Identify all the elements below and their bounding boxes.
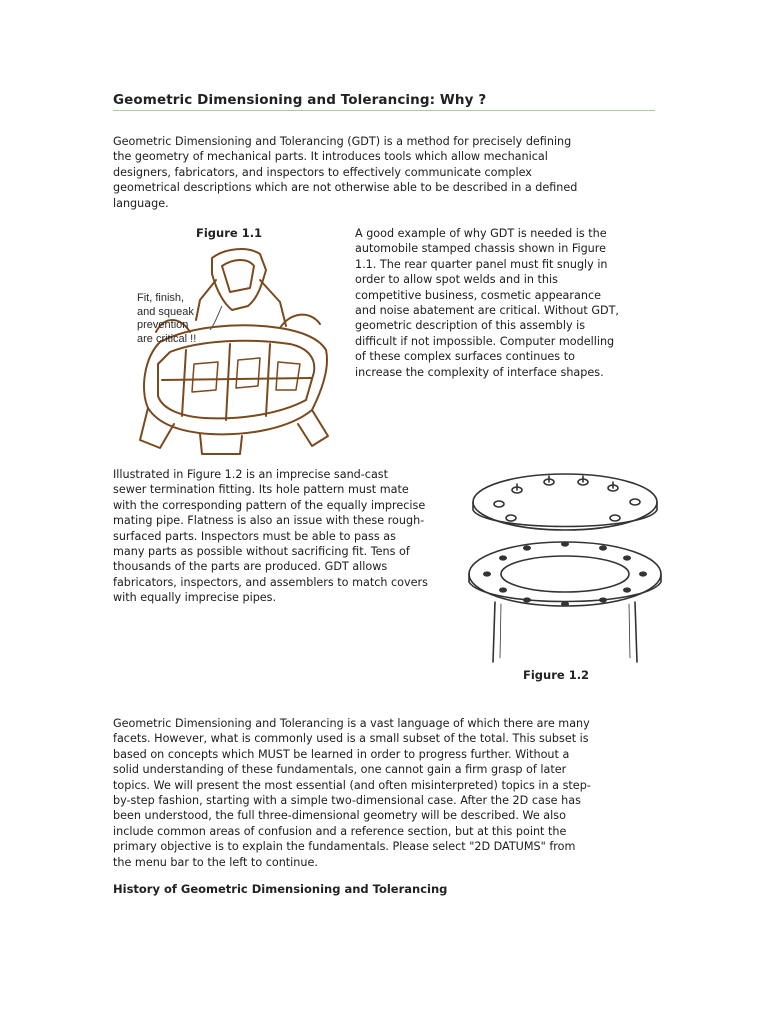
figure-1-1-paragraph: A good example of why GDT is needed is the automobile stamped chassis shown in Figure 1.1. The rear quarter panel must fit snugly in order to allow spot welds and in this competitive business, cosmetic appearance and noise abatement are critical. Without GDT, geometric description of this assembly is difficult if not impossible. Computer modelling of these complex surfaces continues to increase the complexity of interface shapes. — [355, 227, 619, 379]
figure-1-1-image — [130, 240, 345, 460]
figure-1-2-caption: Figure 1.2 — [523, 668, 590, 682]
figure-1-2-image — [465, 462, 665, 667]
intro-paragraph: Geometric Dimensioning and Tolerancing (GDT) is a method for precisely defining the geometry of mechanical parts. It introduces tools which allow mechanical designers, fabricators, and inspectors to effectively communicate complex geometrical descriptions which are not otherwise able to be described in a defined language. — [113, 135, 578, 210]
figure-1-1-caption: Figure 1.1 — [196, 226, 263, 240]
title-divider — [113, 110, 655, 111]
body-paragraph: Geometric Dimensioning and Tolerancing is a vast language of which there are many facets. However, what is commonly used is a small subset of the total. This subset is based on concepts which MUST be learned in order to progress further. Without a solid understanding of these fundamentals, one cannot gain a firm grasp of later topics. We will present the most essential (and often misinterpreted) topics in a step- by-step fashion, starting with a simple two-dimensional case. After the 2D case has been understood, the full three-dimensional geometry will be described. We also include common areas of confusion and a reference section, but at this point the primary objective is to explain the fundamentals. Please select "2D DATUMS" from the menu bar to the left to continue. — [113, 717, 591, 869]
figure-1-2-paragraph: Illustrated in Figure 1.2 is an imprecise sand-cast sewer termination fitting. Its hole pattern must mate with the corresponding pattern of the equally imprecise mating pipe. Flatness is also an issue with these rough- surfaced parts. Inspectors must be able to pass as many parts as possible without sacrificing fit. Tens of thousands of the parts are produced. GDT allows fabricators, inspectors, and assemblers to match covers with equally imprecise pipes. — [113, 468, 428, 605]
flange-drawing-icon — [465, 462, 665, 667]
chassis-drawing-icon — [130, 240, 345, 460]
page-title: Geometric Dimensioning and Tolerancing: Why ? — [113, 92, 487, 108]
history-heading: History of Geometric Dimensioning and Tolerancing — [113, 882, 448, 896]
figure-1-1-annotation: Fit, finish, and squeak prevention are critical !! — [137, 292, 197, 345]
